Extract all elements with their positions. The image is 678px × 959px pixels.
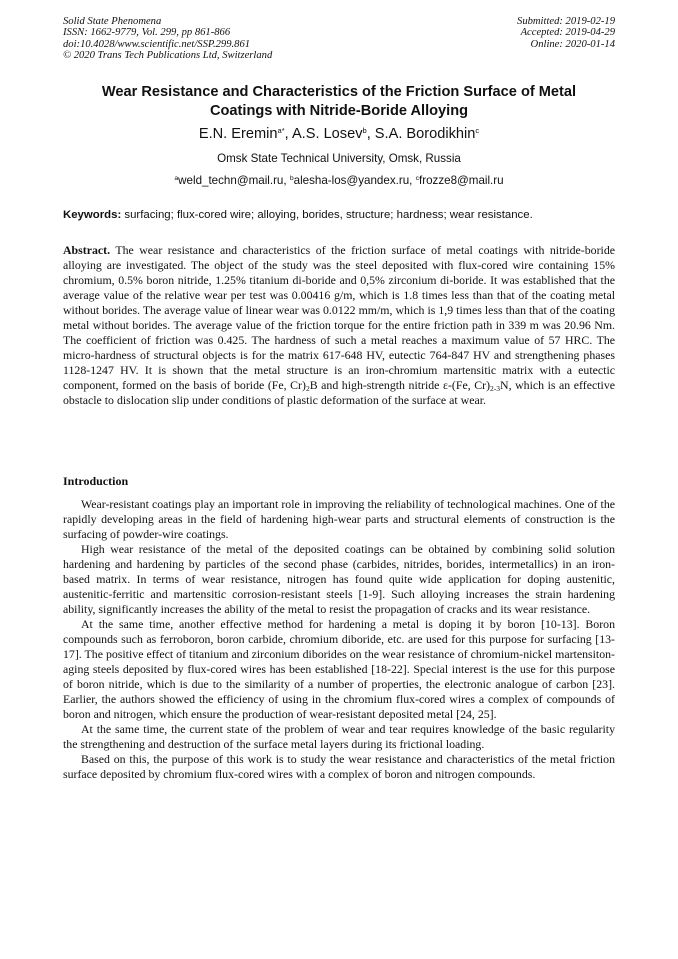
author-emails [63, 174, 615, 188]
submitted-date: Submitted: 2019-02-19 [517, 16, 615, 27]
copyright: © 2020 Trans Tech Publications Ltd, Switzerland [63, 50, 273, 62]
abstract [63, 243, 615, 408]
author-affiliation-mark: a* [277, 126, 285, 135]
keywords [63, 208, 615, 222]
email-mark: a [174, 175, 179, 182]
email-address: alesha-los@yandex.ru [293, 174, 410, 187]
issn-volume-pages: ISSN: 1662-9779, Vol. 299, pp 861-866 [63, 27, 231, 39]
email-separator: , [283, 174, 290, 187]
doi: doi:10.4028/www.scientific.net/SSP.299.861 [63, 38, 251, 50]
title-line-2: Coatings with Nitride-Boride Alloying [209, 102, 469, 119]
paper-title [63, 83, 615, 120]
email-address: weld_techn@mail.ru [178, 174, 284, 187]
paragraph: High wear resistance of the metal of the deposited coatings can be obtained by combining solid solution hardening and hardening by particles of the second phase (carbides, nitrides, borides, intermetallics) in an iron-based matrix. In terms of wear resistance, nitrogen has found quite wide application for doping austenitic, austenitic-ferritic and martensitic corrosion-resistant steels [1-9]. Such alloying increases the strain hardening ability, significantly increases the ability of the metal to resist the propagation of cracks and its wear resistance. [63, 542, 615, 616]
subscript: 2-3 [490, 384, 501, 393]
author-separator: , [366, 126, 375, 142]
journal-name: Solid State Phenomena [63, 16, 162, 27]
author-affiliation-mark: b [362, 126, 367, 135]
journal-header-left [63, 16, 272, 62]
email-mark: c [415, 175, 420, 182]
author-name: A.S. Losev [291, 126, 363, 142]
paragraph: Wear-resistant coatings play an important role in improving the reliability of technological machines. One of the rapidly developing areas in the field of hardening high-wear parts and structural elements of construction is the surfacing of powder-wire coatings. [63, 497, 615, 541]
abstract-text: The wear resistance and characteristics of the friction surface of metal coatings with nitride-boride alloying are investigated. The object of the study was the steel deposited with flux-cored wire containing 15% chromium, 0.5% boron nitride, 1.25% titanium di-boride and 0,5% zirconium di-boride. It was established that the average value of the relative wear per test was 0.00416 g/m, which is 1.8 times less than that of the coating metal without borides. The average value of linear wear was 0.0122 mm/m, which is 1,9 times less than that of the coating metal without borides. The average value of the friction torque for the entire friction path in 339 m was 20.96 Nm. The coefficient of friction was 0.425. The hardness of such a metal reaches a maximum value of 57 HRC. The micro-hardness of structural objects is for the matrix 617-648 HV, eutectic 764-847 HV and strengthening phases 1128-1247 HV. It is shown that the metal structure is an iron-chromium martensitic matrix with a eutectic component, formed on the basis of boride (Fe, Cr) [63, 243, 615, 392]
author-name: S.A. Borodikhin [374, 126, 476, 142]
accepted-date: Accepted: 2019-04-29 [520, 27, 615, 39]
keywords-label: Keywords: [63, 209, 122, 221]
author-separator: , [284, 126, 292, 142]
email-mark: b [289, 175, 294, 182]
paragraph: At the same time, another effective method for hardening a metal is doping it by boron [10-13]. Boron compounds such as ferroboron, boron carbide, chromium diboride, etc. are used for this purpose for surfacing [13-17]. The positive effect of titanium and zirconium diborides on the wear resistance of chromium-nickel martensiton-aging steels deposited by flux-cored wires has been established [18-22]. Special interest is the use for this purpose of boron nitride, which is due to the similarity of a number of properties, the electronic analogue of carbon [23]. Earlier, the authors showed the efficiency of using in the chromium flux-cored wires a complex of compounds of boron and nitrogen, which ensure the production of wear-resistant deposited metal [24, 25]. [63, 617, 615, 721]
section-heading-introduction: Introduction [63, 474, 129, 488]
email-separator: , [409, 174, 416, 187]
abstract-text: N, which is an effective obstacle to dislocation slip under conditions of plastic deformation of the surface at wear. [63, 378, 615, 407]
abstract-text: B and high-strength nitride ε-(Fe, Cr) [309, 378, 491, 392]
email-address: frozze8@mail.ru [419, 174, 504, 187]
journal-header-right [517, 16, 615, 50]
affiliation: Omsk State Technical University, Omsk, Russia [217, 152, 461, 165]
subscript: 2 [305, 384, 310, 393]
keywords-text: surfacing; flux-cored wire; alloying, borides, structure; hardness; wear resistance. [121, 209, 533, 221]
author-name: E.N. Eremin [198, 126, 278, 142]
title-line-1: Wear Resistance and Characteristics of the Friction Surface of Metal [101, 84, 577, 100]
paragraph: Based on this, the purpose of this work is to study the wear resistance and characteristics of the metal friction surface deposited by chromium flux-cored wires with a complex of boron and nitrogen compounds. [63, 752, 615, 781]
abstract-label: Abstract. [63, 243, 111, 257]
online-date: Online: 2020-01-14 [530, 38, 615, 50]
introduction-body [63, 497, 615, 782]
author-affiliation-mark: c [475, 126, 480, 135]
author-list [63, 124, 615, 144]
paragraph: At the same time, the current state of the problem of wear and tear requires knowledge of the basic regularity the strengthening and destruction of the surface metal layers during its frictional loading. [63, 722, 615, 751]
